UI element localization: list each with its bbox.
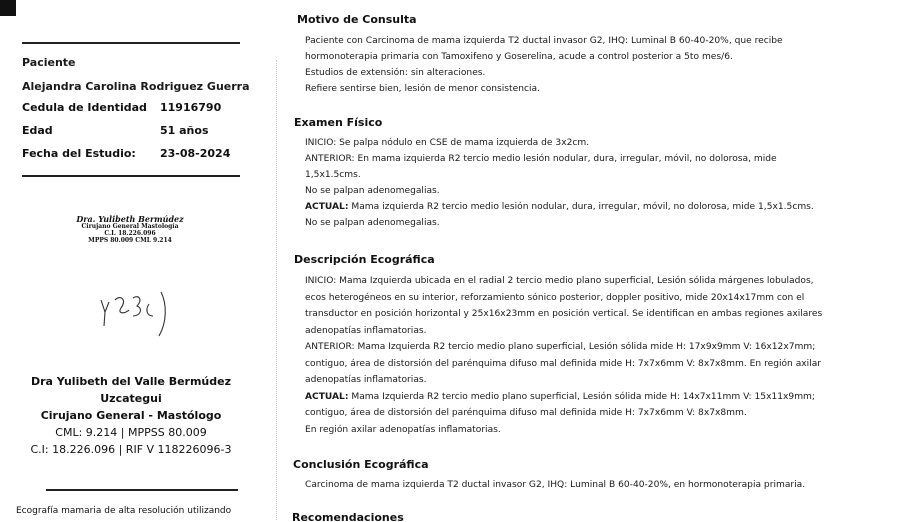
divider-mid: [22, 175, 240, 177]
section-title-examen: Examen Físico: [294, 116, 383, 129]
descripcion-line: transductor en posición horizontal y 25x16x23mm en posición vertical. Se identifican en ambas regiones axilares: [305, 309, 823, 319]
motivo-line: Estudios de extensión: sin alteraciones.: [305, 68, 486, 78]
motivo-line: Paciente con Carcinoma de mama izquierda T2 ductal invasor G2, IHQ: Luminal B 60-40-20%, que recibe: [305, 36, 783, 46]
actual-label: ACTUAL:: [305, 391, 349, 402]
section-title-recomendaciones: Recomendaciones: [292, 511, 404, 522]
doctor-name: Dra Yulibeth del Valle Bermúdez: [31, 375, 231, 388]
descripcion-text: [305, 273, 880, 438]
doctor-signature-block: [22, 373, 240, 458]
stamp-line-1: Cirujano General Mastología: [81, 223, 179, 230]
date-label: Fecha del Estudio:: [22, 147, 136, 160]
motivo-line: Refiere sentirse bien, lesión de menor consistencia.: [305, 84, 540, 94]
examen-line: 1,5x1.5cms.: [305, 170, 361, 180]
conclusion-line: Carcinoma de mama izquierda T2 ductal invasor G2, IHQ: Luminal B 60-40-20%, en hormonoterapia primaria.: [305, 480, 806, 490]
date-value: 23-08-2024: [160, 147, 231, 160]
section-title-conclusion: Conclusión Ecográfica: [293, 458, 429, 471]
examen-text: [305, 135, 880, 231]
actual-text: Mama izquierda R2 tercio medio lesión nodular, dura, irregular, móvil, no dolorosa, mide 1,5x1.5cms.: [348, 202, 814, 212]
descripcion-line: ecos heterogéneos en su interior, reforzamiento sónico posterior, doppler positivo, mide 20x14x17mm con el: [305, 292, 805, 303]
actual-text: Mama Izquierda R2 tercio medio plano superficial, Lesión sólida mide H: 14x7x11mm V: 15x11x9mm;: [348, 391, 815, 402]
descripcion-line: contiguo, área de distorsión del parénquima difuso mal definida mide H: 7x7x6mm V: 8x7x8mm. En región axilar: [305, 358, 822, 369]
actual-label: ACTUAL:: [305, 202, 349, 212]
doctor-specialty: Cirujano General - Mastólogo: [40, 409, 222, 422]
footer-note: Ecografía mamaria de alta resolución utilizando: [16, 506, 232, 516]
id-label: Cedula de Identidad: [22, 101, 147, 114]
descripcion-line: En región axilar adenopatías inflamatorias.: [305, 424, 501, 435]
column-divider: [276, 60, 277, 520]
descripcion-line: contiguo, área de distorsión del parénquima difuso mal definida mide H: 7x7x6mm V: 8x7x8mm.: [305, 408, 747, 418]
section-title-descripcion: Descripción Ecográfica: [294, 253, 435, 266]
id-value: 11916790: [160, 101, 222, 114]
stamp-name: Dra. Yulibeth Bermúdez: [76, 214, 184, 224]
doctor-surname: Uzcategui: [100, 392, 162, 405]
examen-line: No se palpan adenomegalias.: [305, 218, 440, 228]
doctor-registry: CML: 9.214 | MPPSS 80.009: [55, 426, 207, 439]
patient-name: Alejandra Carolina Rodriguez Guerra: [22, 80, 250, 93]
age-label: Edad: [22, 124, 53, 137]
examen-line-actual: [305, 199, 880, 215]
conclusion-text: [305, 477, 880, 493]
age-value: 51 años: [160, 124, 209, 137]
section-title-motivo: Motivo de Consulta: [297, 13, 417, 26]
motivo-text: [305, 33, 880, 97]
examen-line: INICIO: Se palpa nódulo en CSE de mama izquierda de 3x2cm.: [305, 138, 590, 148]
handwritten-signature: [95, 282, 185, 340]
examen-line: ANTERIOR: En mama izquierda R2 tercio medio lesión nodular, dura, irregular, móvil, no dolorosa, mide: [305, 154, 777, 164]
doctor-id: C.I: 18.226.096 | RIF V 118226096-3: [30, 443, 232, 456]
doctor-stamp: [70, 216, 190, 244]
divider-bottom: [46, 489, 238, 491]
logo-mark: [0, 0, 16, 16]
descripcion-line: ANTERIOR: Mama Izquierda R2 tercio medio plano superficial, Lesión sólida mide H: 17x9x9mm V: 16x12x7mm;: [305, 342, 816, 352]
patient-heading: Paciente: [22, 56, 76, 69]
stamp-line-3: MPPS 80.009 CML 9.214: [88, 237, 172, 244]
examen-line: No se palpan adenomegalias.: [305, 186, 440, 196]
descripcion-line: adenopatías inflamatorias.: [305, 325, 427, 336]
stamp-line-2: C.I. 18.226.096: [104, 230, 156, 237]
descripcion-line: INICIO: Mama Izquierda ubicada en el radial 2 tercio medio plano superficial, Lesión sólida márgenes lobulados,: [305, 276, 814, 286]
descripcion-line-actual: [305, 389, 880, 406]
divider-top: [22, 42, 240, 44]
motivo-line: hormonoterapia primaria con Tamoxifeno y Goserelina, acude a control posterior a 5to mes/6.: [305, 52, 733, 62]
descripcion-line: adenopatías inflamatorias.: [305, 375, 427, 385]
